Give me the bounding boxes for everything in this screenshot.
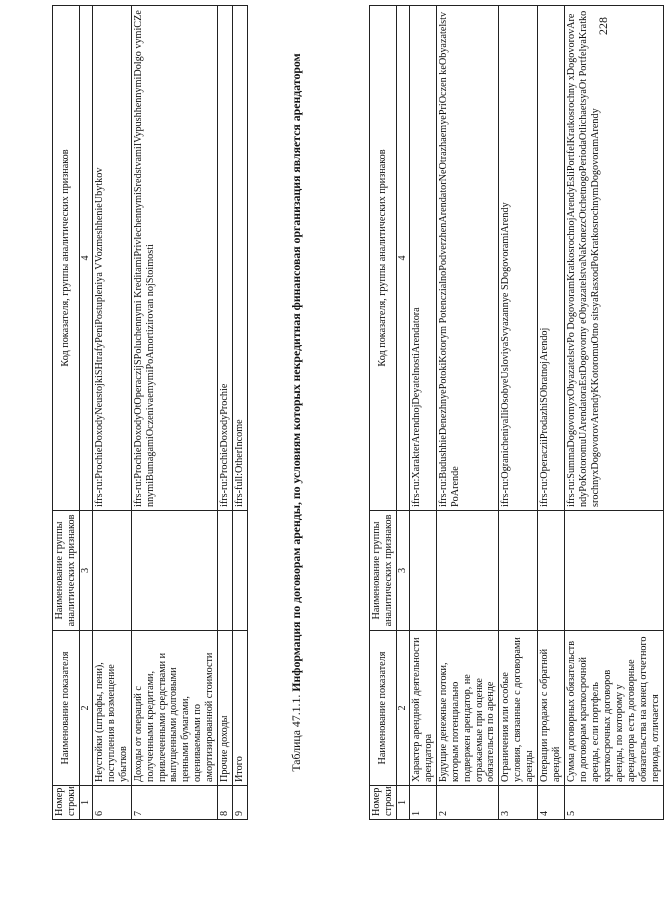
row-number: 2: [436, 786, 499, 820]
indicator-code: ifrs-ru:ProchieDoxodyNeustojkiSHtrafyPeniPostupleniya VVozmeshhenieUbytkov: [92, 6, 131, 511]
income-table: [52, 5, 248, 820]
group-name: [218, 511, 233, 631]
indicator-name: Прочие доходы: [218, 631, 233, 786]
indicator-code: ifrs-full:OtherIncome: [233, 6, 248, 511]
table-row: [218, 6, 233, 820]
indicator-name: Итого: [233, 631, 248, 786]
table-title: [286, 5, 307, 820]
group-name: [538, 511, 565, 631]
indicator-name: Ограничения или особые условия, связанные с договорами аренды: [499, 631, 538, 786]
table-title-bold: Информация по договорам аренды, по условиям которых некредитная финансовая организация является арендатором: [289, 53, 303, 692]
column-number-row: [79, 6, 92, 820]
col-number: 4: [396, 6, 409, 511]
table-row: [409, 6, 436, 820]
group-name: [499, 511, 538, 631]
indicator-code: ifrs-ru:SummaDogovornyxObyazatelstvPo DogovoramKratkosrochnojArendyEsliPortfelKratkosrochny xDogovorovArendyPoKotoromuUArendatoraEstDogovorny eObyazatelstvaNaKonezcOtchetnogoPeriodaOtlichaetsyaOt PortfelyaKratkosrochnyxDogovorovArendyKKotoromuOtno sitsyaRasxodPoKratkosrochnymDogovoramArendy: [565, 6, 664, 511]
table-row: [92, 6, 131, 820]
row-number: 5: [565, 786, 664, 820]
table-row: [436, 6, 499, 820]
indicator-name: Доходы от операций с полученными кредитами, привлеченными средствами и выпущенными долговыми ценными бумагами, оцениваемыми по амортизированной стоимости: [131, 631, 218, 786]
table-title-prefix: Таблица 47.1.1.: [289, 691, 303, 772]
table-row: [538, 6, 565, 820]
table-header-row: [53, 6, 80, 820]
page-number: 228: [596, 17, 610, 35]
indicator-name: Характер арендной деятельности арендатора: [409, 631, 436, 786]
header-group-name: Наименование группы аналитических признаков: [53, 511, 80, 631]
header-row-number: Номер строки: [53, 786, 80, 820]
lease-table: [369, 5, 664, 820]
group-name: [233, 511, 248, 631]
indicator-code: ifrs-ru:ProchieDoxodyOtOperaczijSPoluchennymi KreditamiPrivlechennymiSredstvamiIVypushhennymiDolgo vymiCZennymiBumagamiOczenivaemymiPoAmortizirovan nojStoimosti: [131, 6, 218, 511]
col-number: 4: [79, 6, 92, 511]
table-row: [233, 6, 248, 820]
col-number: 2: [396, 631, 409, 786]
indicator-name: Будущие денежные потоки, которым потенциально подвержен арендатор, не отражаемые при оценке обязательств по аренде: [436, 631, 499, 786]
indicator-code: ifrs-ru:BudushhieDenezhnyePotokiKotorym PotenczialnoPodverzhenArendatorNeOtrazhaemyePriOczen keObyazatelstvPoArende: [436, 6, 499, 511]
table-row: [499, 6, 538, 820]
header-row-number: Номер строки: [370, 786, 397, 820]
row-number: 8: [218, 786, 233, 820]
row-number: 9: [233, 786, 248, 820]
indicator-code: ifrs-ru:OgranicheniyaIliOsobyeUsloviyaSvyazannye SDogovoramiArendy: [499, 6, 538, 511]
col-number: 1: [79, 786, 92, 820]
row-number: 1: [409, 786, 436, 820]
column-number-row: [396, 6, 409, 820]
group-name: [131, 511, 218, 631]
header-indicator-name: Наименование показателя: [370, 631, 397, 786]
indicator-name: Сумма договорных обязательств по договорам краткосрочной аренды, если портфель краткосрочных договоров аренды, по которому у арендатора есть договорные обязательства на конец отчетного периода, отличается: [565, 631, 664, 786]
row-number: 3: [499, 786, 538, 820]
col-number: 1: [396, 786, 409, 820]
header-indicator-name: Наименование показателя: [53, 631, 80, 786]
table-row: [131, 6, 218, 820]
header-code: Код показателя, группы аналитических признаков: [53, 6, 80, 511]
row-number: 6: [92, 786, 131, 820]
table-header-row: [370, 6, 397, 820]
row-number: 4: [538, 786, 565, 820]
indicator-code: ifrs-ru:ProchieDoxodyProchie: [218, 6, 233, 511]
group-name: [92, 511, 131, 631]
group-name: [409, 511, 436, 631]
col-number: 3: [79, 511, 92, 631]
indicator-name: Неустойки (штрафы, пени), поступления в возмещение убытков: [92, 631, 131, 786]
header-code: Код показателя, группы аналитических признаков: [370, 6, 397, 511]
group-name: [436, 511, 499, 631]
col-number: 3: [396, 511, 409, 631]
indicator-name: Операции продажи с обратной арендой: [538, 631, 565, 786]
indicator-code: ifrs-ru:XarakterArendnojDeyatelnostiArendatora: [409, 6, 436, 511]
row-number: 7: [131, 786, 218, 820]
group-name: [565, 511, 664, 631]
header-group-name: Наименование группы аналитических признаков: [370, 511, 397, 631]
table-row: [565, 6, 664, 820]
col-number: 2: [79, 631, 92, 786]
indicator-code: ifrs-ru:OperacziiProdazhiSObratnojArendoj: [538, 6, 565, 511]
